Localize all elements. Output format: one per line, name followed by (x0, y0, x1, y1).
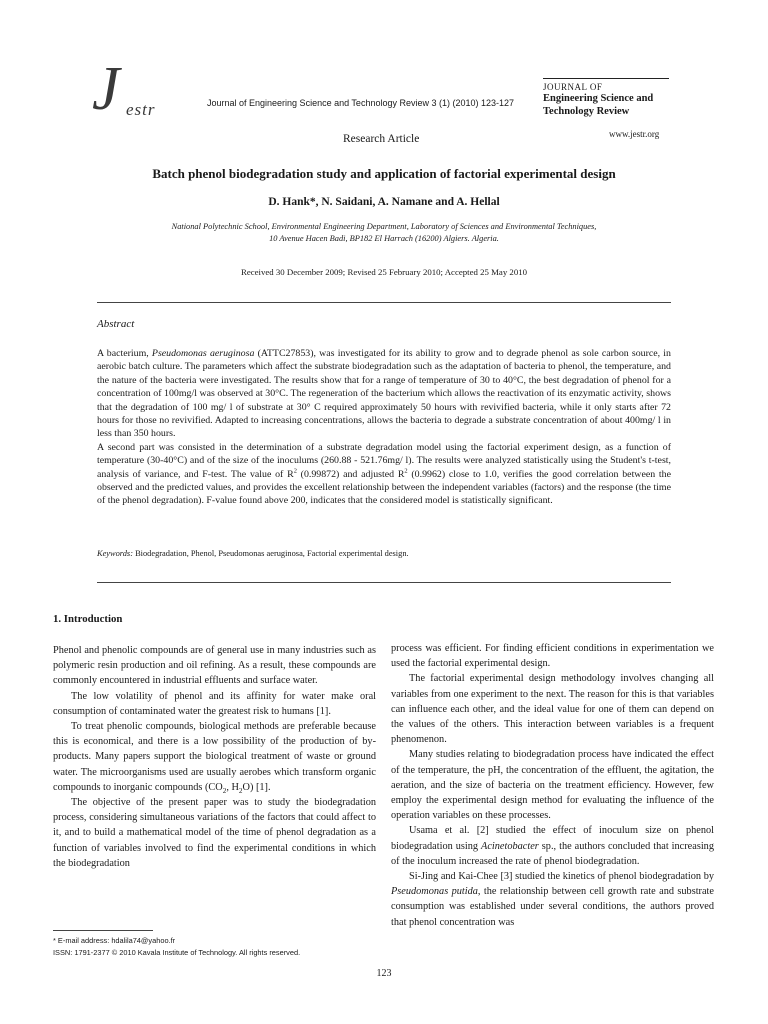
received-dates: Received 30 December 2009; Revised 25 February 2010; Accepted 25 May 2010 (240, 267, 528, 277)
footnote (53, 935, 300, 959)
abstract-text: (ATTC27853), was investigated for its ability to grow and to degrade phenol as sole carbon source, in aerobic batch culture. The parameters which affect the substrate biodegradation such as the adaptation of bacteria to phenol, the temperature, and the nature of the bacteria were investigated. The results show that for a range of temperature of 30 to 40°C, the best degradation of phenol for a concentration of 100mg/l was observed at 30°C. The regeneration of the bacterium which allows the reactivation of its enzymatic activity, shows that the degradation of 100 mg/ l of substrate at 30° C required approximately 50 hours with revivified bacteria, while it only starts after 72 hours for those no revivified. Adapted to increasing concentrations, allows the bacteria to degrade a substrate concentration of about 400mg/ l in less than 350 hours. (97, 348, 671, 440)
footnote-email: * E-mail address: hdalila74@yahoo.fr (53, 936, 176, 945)
affiliation-line-2: 10 Avenue Hacen Badi, BP182 El Harrach (16200) Algiers. Algeria. (269, 234, 499, 243)
paragraph-text: Usama et al. [2] studied the effect of inoculum size on phenol biodegradation using (391, 825, 714, 852)
keywords-label: Keywords: (97, 549, 133, 558)
abstract-body (97, 347, 671, 508)
affiliation-line-1: National Polytechnic School, Environmental Engineering Department, Laboratory of Sciences and Environmental Techniques, (171, 222, 597, 231)
journal-box-name-2: Technology Review (543, 106, 630, 117)
keywords-text: Biodegradation, Phenol, Pseudomonas aeruginosa, Factorial experimental design. (132, 549, 409, 558)
paper-title: Batch phenol biodegradation study and application of factorial experimental design (152, 166, 616, 181)
paragraph (391, 869, 714, 930)
paragraph: The low volatility of phenol and its affinity for water make oral consumption of contaminated water the greatest risk to humans [1]. (53, 690, 376, 717)
abstract-text: (0.9962) close to 1.0, verifies the good correlation between the observed and the predicted values, and provides the excellent relationship between the independent variables (factors) and the response (the time of the phenol degradation). F-value found above 200, indicates that the considered model is statistically significant. (97, 468, 671, 507)
journal-box-of: JOURNAL OF (543, 82, 603, 92)
paragraph-text: Si-Jing and Kai-Chee [3] studied the kinetics of phenol biodegradation by (409, 871, 714, 883)
journal-box-name-1: Engineering Science and (543, 93, 654, 104)
paragraph-text: O) [1]. (242, 781, 271, 793)
logo-initial: J (92, 55, 120, 123)
keywords (97, 549, 671, 558)
subscript: 2 (222, 786, 227, 795)
journal-box-rule (543, 78, 669, 79)
footnote-issn: ISSN: 1791-2377 © 2010 Kavala Institute of Technology. All rights reserved. (53, 948, 301, 957)
species-name: Pseudomonas aeruginosa (151, 348, 255, 359)
abstract-top-rule (97, 302, 671, 303)
paragraph: process was efficient. For finding efficient conditions in experimentation we used the factorial experimental design. (391, 643, 714, 670)
species-name: Pseudomonas putida (391, 886, 478, 898)
abstract-text: A second part was consisted in the determination of a substrate degradation model using the factorial experiment design, as a function of temperature (30-40°C) and of the size of the inoculums (260.88 - 521.76mg/ l). The results were analyzed statistically using the Student's t-test, analysis of variance, and F-test. The value of R (97, 441, 671, 480)
subscript: 2 (238, 786, 243, 795)
article-category: Research Article (343, 133, 420, 145)
abstract-text: A bacterium, (97, 348, 152, 359)
logo-text: estr (126, 100, 156, 119)
abstract-paragraph-1 (97, 347, 671, 441)
right-column (391, 641, 714, 930)
journal-website: www.jestr.org (609, 129, 660, 139)
paragraph (53, 719, 376, 795)
footnote-rule (53, 930, 153, 931)
paragraph (391, 823, 714, 869)
journal-title-box (543, 78, 669, 118)
paragraph-text: , H (226, 781, 239, 793)
abstract-bottom-rule (97, 582, 671, 583)
left-column (53, 643, 376, 871)
paragraph: Phenol and phenolic compounds are of general use in many industries such as polymeric resin production and oil refining. As a result, these compounds are commonly encountered in industrial effluents and surface water. (53, 645, 376, 687)
journal-logo (92, 55, 202, 130)
paragraph-text: sp., the authors concluded that increasing of the inoculum increased the rate of phenol biodegradation. (391, 840, 714, 867)
abstract-text: (0.99872) and adjusted R (296, 468, 405, 480)
paragraph-text: To treat phenolic compounds, biological methods are preferable because this is economical, and there is a low possibility of the production of by-products. Many papers support the biological treatment of waste or ground water. The microorganisms used are usually aerobes which transform organic compounds to inorganic compounds (CO (53, 721, 376, 793)
journal-citation: Journal of Engineering Science and Technology Review 3 (1) (2010) 123-127 (207, 98, 515, 108)
paragraph: The objective of the present paper was to study the biodegradation process, considering simultaneous variations of the factors that could affect to it, and to build a mathematical model of the time of phenol degradation as a function of variables involved to find the experimental conditions in which the biodegradation (53, 797, 376, 869)
section-heading: 1. Introduction (53, 613, 123, 625)
paragraph: Many studies relating to biodegradation process have indicated the effect of the temperature, the pH, the concentration of the effluent, the agitation, the aeration, and the size of bacteria on the treatment efficiency. However, few employ the experimental design method for evaluating the influence of the operation variables on these processes. (391, 749, 714, 822)
author-list: D. Hank*, N. Saidani, A. Namane and A. Hellal (268, 196, 500, 208)
abstract-heading: Abstract (97, 318, 135, 330)
page-number: 123 (376, 968, 392, 979)
abstract-paragraph-2 (97, 441, 671, 508)
paragraph-text: , the relationship between cell growth rate and substrate consumption was established under several conditions, the authors proved that phenol concentration was (391, 886, 714, 928)
superscript: 2 (293, 467, 297, 475)
paragraph: The factorial experimental design methodology involves changing all variables from one experiment to the next. The reason for this is that variables can influence each other, and the ideal value for one of them can depend on the values of the others. This interaction between variables is a frequent phenomenon. (391, 673, 714, 746)
superscript: 2 (404, 467, 408, 475)
species-name: Acinetobacter (481, 840, 539, 852)
